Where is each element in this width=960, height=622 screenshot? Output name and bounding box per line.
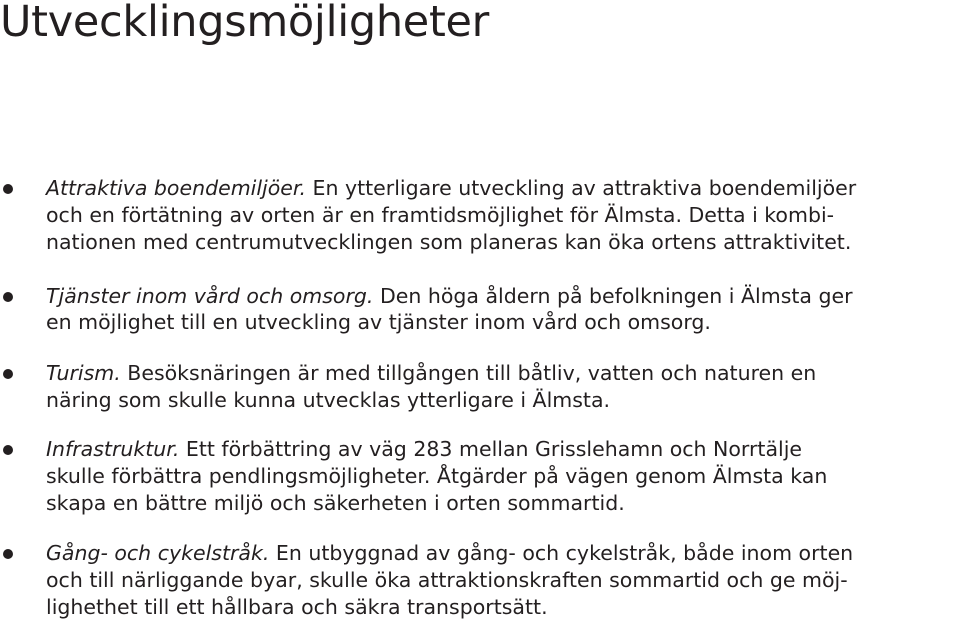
- bullet-body: En ytterligare utveckling av attraktiva boendemiljöer: [305, 176, 857, 200]
- bullet-lead: Tjänster inom vård och omsorg.: [46, 284, 374, 308]
- bullet-dot-icon: [3, 292, 13, 302]
- bullet-dot-icon: [3, 369, 13, 379]
- bullet-text-line: nationen med centrumutvecklingen som planeras kan öka ortens attraktivitet.: [46, 230, 852, 254]
- bullet-lead: Turism.: [46, 361, 121, 385]
- bullet-lead: Attraktiva boendemiljöer.: [46, 176, 306, 200]
- bullet-body: Den höga åldern på befolkningen i Älmsta ger: [373, 284, 853, 308]
- bullet-dot-icon: [3, 445, 13, 455]
- bullet-body: Ett förbättring av väg 283 mellan Grisslehamn och Norrtälje: [179, 437, 803, 461]
- bullet-text-line: [46, 436, 802, 462]
- bullet-text-line: och en förtätning av orten är en framtidsmöjlighet för Älmsta. Detta i kombi-: [46, 203, 835, 227]
- bullet-text-line: [46, 283, 853, 309]
- bullet-text-line: en möjlighet till en utveckling av tjänster inom vård och omsorg.: [46, 310, 711, 334]
- bullet-text-line: och till närliggande byar, skulle öka attraktionskraften sommartid och ge möj-: [46, 568, 848, 592]
- page-title: Utvecklingsmöjligheter: [0, 0, 490, 47]
- bullet-text-line: [46, 540, 853, 566]
- bullet-body: En utbyggnad av gång- och cykelstråk, både inom orten: [269, 541, 854, 565]
- bullet-text-line: [46, 175, 856, 201]
- bullet-text-line: lighethet till ett hållbara och säkra transportsätt.: [46, 595, 548, 619]
- bullet-text-line: skapa en bättre miljö och säkerheten i orten sommartid.: [46, 491, 625, 515]
- bullet-dot-icon: [3, 549, 13, 559]
- bullet-text-line: skulle förbättra pendlingsmöjligheter. Åtgärder på vägen genom Älmsta kan: [46, 464, 828, 488]
- bullet-text-line: näring som skulle kunna utvecklas ytterligare i Älmsta.: [46, 388, 611, 412]
- bullet-body: Besöksnäringen är med tillgången till båtliv, vatten och naturen en: [120, 361, 817, 385]
- bullet-text-line: [46, 360, 816, 386]
- bullet-lead: Infrastruktur.: [46, 437, 180, 461]
- bullet-lead: Gång- och cykelstråk.: [46, 541, 270, 565]
- bullet-dot-icon: [3, 184, 13, 194]
